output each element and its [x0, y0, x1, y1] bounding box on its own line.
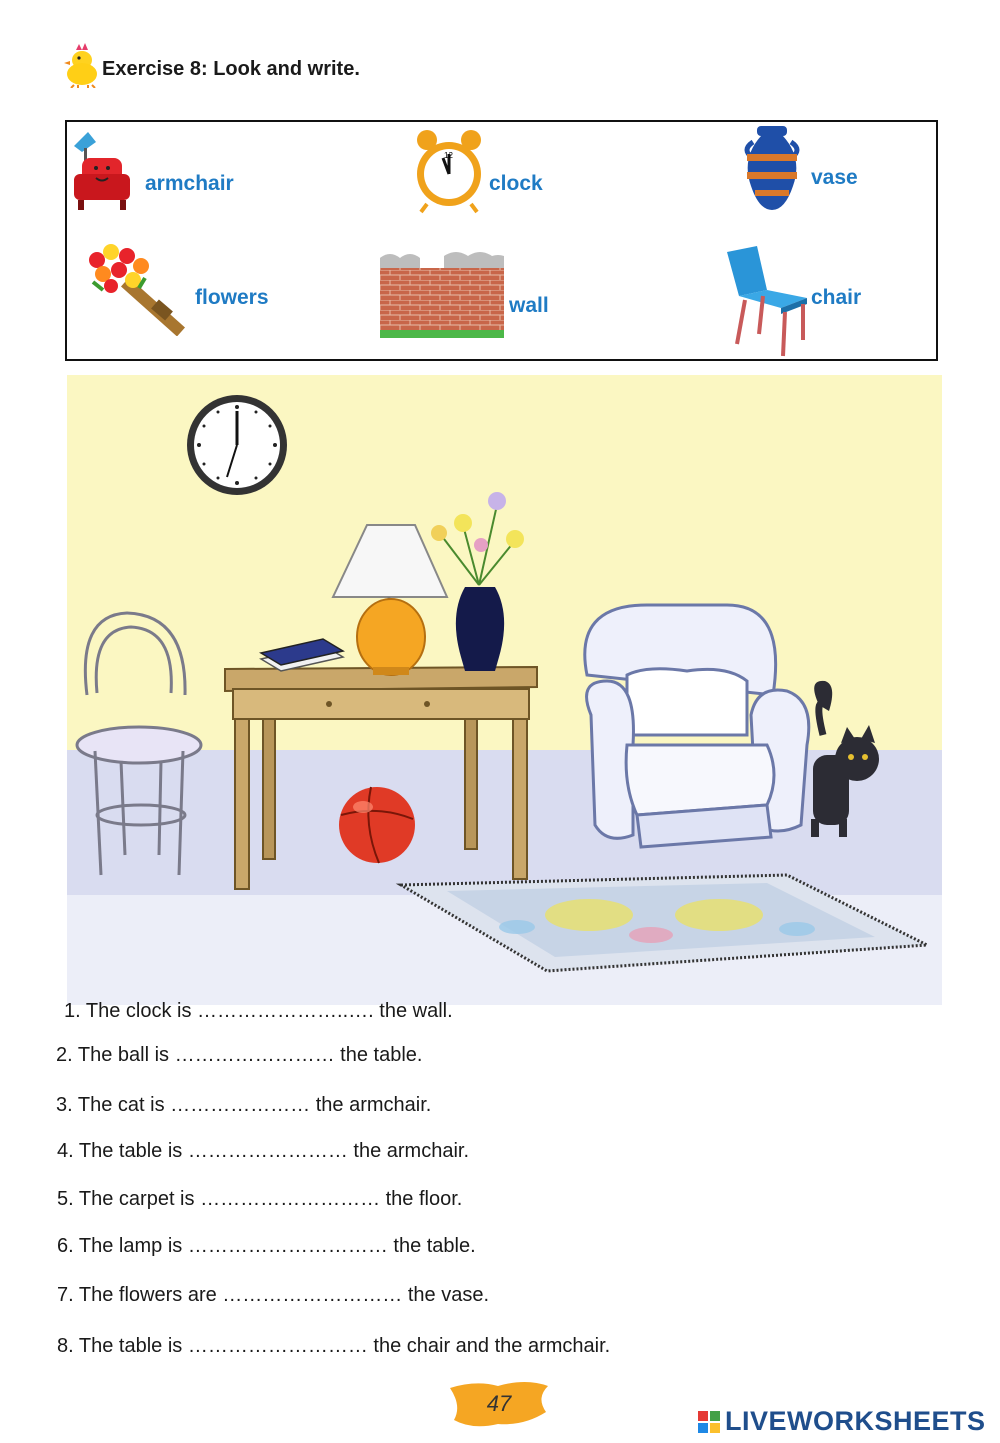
logo-mark-icon [698, 1411, 720, 1433]
answer-blank[interactable]: …………………..…. [197, 1000, 374, 1022]
flowers-icon [85, 242, 189, 336]
alarm-clock-icon [413, 128, 485, 214]
vase-icon [739, 124, 805, 214]
logo-text: LIVEWORKSHEETS [725, 1406, 986, 1436]
exercise-title: Exercise 8: Look and write. [102, 58, 360, 80]
vocab-word-vase: vase [811, 166, 858, 189]
vocab-word-armchair: armchair [145, 172, 234, 195]
chair-icon [723, 244, 815, 360]
vocab-word-clock: clock [489, 172, 543, 195]
liveworksheets-logo [698, 1406, 986, 1437]
armchair-icon [70, 128, 138, 214]
wall-clock-icon [187, 395, 287, 495]
sentence-6: 6. The lamp is ………………………… the table. [57, 1235, 476, 1257]
sentence-7: 7. The flowers are ……………………… the vase. [57, 1284, 490, 1306]
page-number: 47 [486, 1391, 512, 1416]
answer-blank[interactable]: …………………… [174, 1044, 335, 1066]
answer-blank[interactable]: ……………………… [187, 1335, 368, 1357]
vocab-word-wall: wall [509, 294, 549, 317]
brick-wall-icon [380, 250, 504, 338]
page-number-badge [446, 1378, 552, 1430]
vocab-word-chair: chair [811, 286, 862, 309]
sentence-1: 1. The clock is …………………..…. the wall. [64, 1000, 453, 1022]
ball-icon [339, 787, 415, 863]
sentence-4: 4. The table is …………………… the armchair. [57, 1140, 470, 1162]
room-scene-illustration [67, 375, 942, 1005]
sentence-2: 2. The ball is …………………… the table. [56, 1044, 423, 1066]
answer-blank[interactable]: …………………… [187, 1140, 348, 1162]
answer-blank[interactable]: ……………………… [222, 1284, 403, 1306]
answer-blank[interactable]: ……………………… [200, 1188, 381, 1210]
answer-blank[interactable]: ………………………… [187, 1235, 388, 1257]
vocabulary-box [65, 120, 938, 361]
sentence-3: 3. The cat is ………………… the armchair. [56, 1094, 432, 1116]
vocab-word-flowers: flowers [195, 286, 269, 309]
chick-icon [62, 42, 102, 88]
sentence-5: 5. The carpet is ……………………… the floor. [57, 1188, 463, 1210]
answer-blank[interactable]: ………………… [170, 1094, 311, 1116]
sentence-8: 8. The table is ……………………… the chair and the armchair. [57, 1335, 611, 1357]
svg-text:12: 12 [444, 151, 453, 160]
